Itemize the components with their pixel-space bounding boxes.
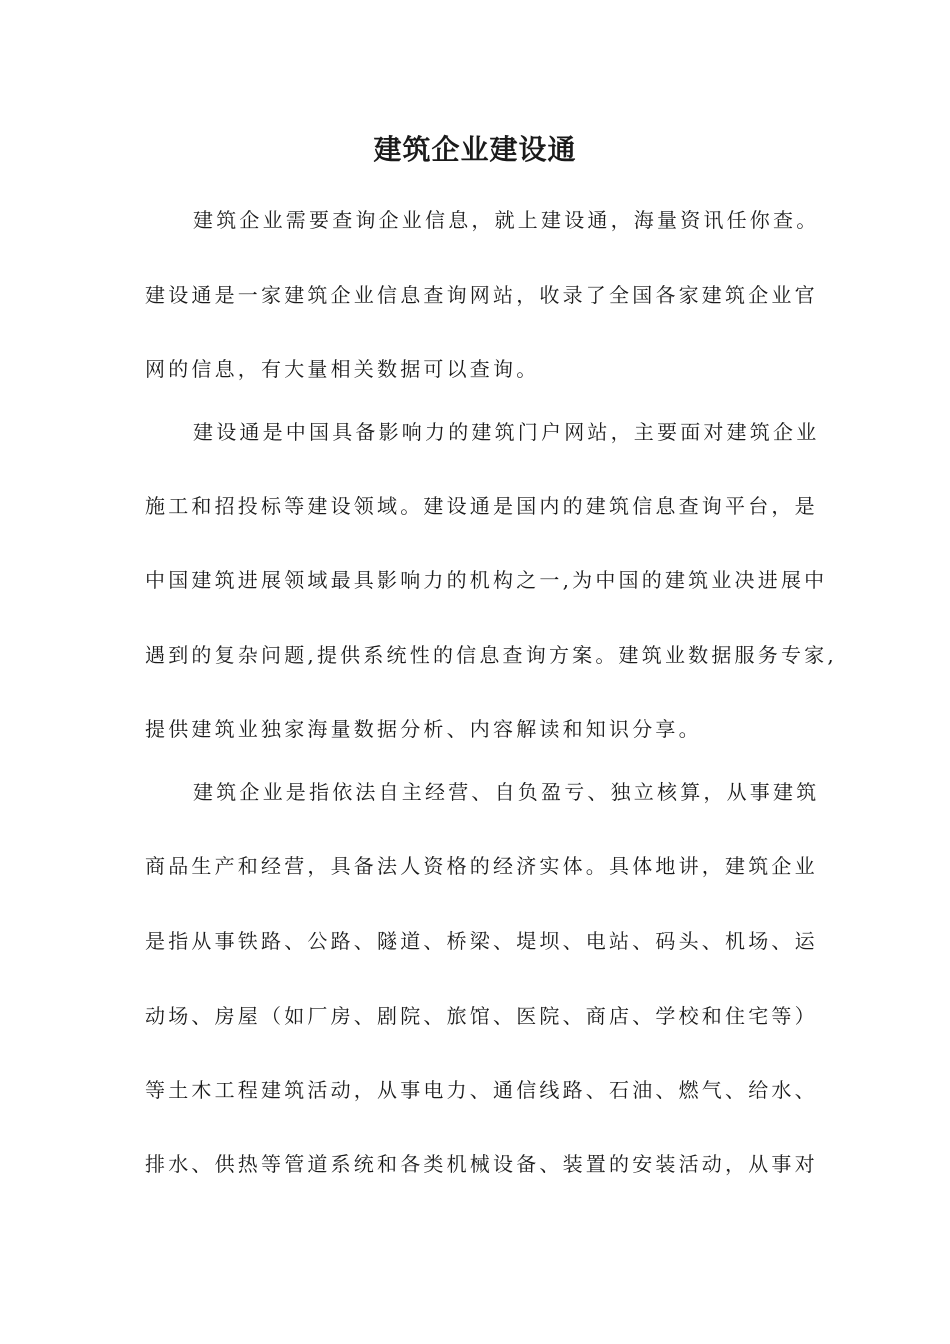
paragraph-line: 建设通是中国具备影响力的建筑门户网站，主要面对建筑企业 [193,420,820,444]
paragraph-line: 排水、供热等管道系统和各类机械设备、装置的安装活动，从事对 [145,1152,818,1176]
document-title: 建筑企业建设通 [373,133,577,166]
paragraph-line: 等土木工程建筑活动，从事电力、通信线路、石油、燃气、给水、 [145,1078,818,1102]
paragraph-line: 提供建筑业独家海量数据分析、内容解读和知识分享。 [145,717,702,741]
paragraph-line: 是指从事铁路、公路、隧道、桥梁、堤坝、电站、码头、机场、运 [145,929,818,953]
paragraph-line: 中国建筑进展领域最具影响力的机构之一,为中国的建筑业决进展中 [145,568,828,592]
paragraph-line: 网的信息，有大量相关数据可以查询。 [145,357,540,381]
paragraph-line: 施工和招投标等建设领域。建设通是国内的建筑信息查询平台，是 [145,494,818,518]
paragraph-line: 商品生产和经营，具备法人资格的经济实体。具体地讲，建筑企业 [145,854,818,878]
paragraph-line: 动场、房屋（如厂房、剧院、旅馆、医院、商店、学校和住宅等） [145,1004,818,1028]
paragraph-line: 建筑企业是指依法自主经营、自负盈亏、独立核算，从事建筑 [193,780,820,804]
paragraph-line: 建筑企业需要查询企业信息，就上建设通，海量资讯任你查。 [193,208,820,232]
paragraph-line: 遇到的复杂问题,提供系统性的信息查询方案。建筑业数据服务专家, [145,643,837,667]
paragraph-line: 建设通是一家建筑企业信息查询网站，收录了全国各家建筑企业官 [145,283,818,307]
